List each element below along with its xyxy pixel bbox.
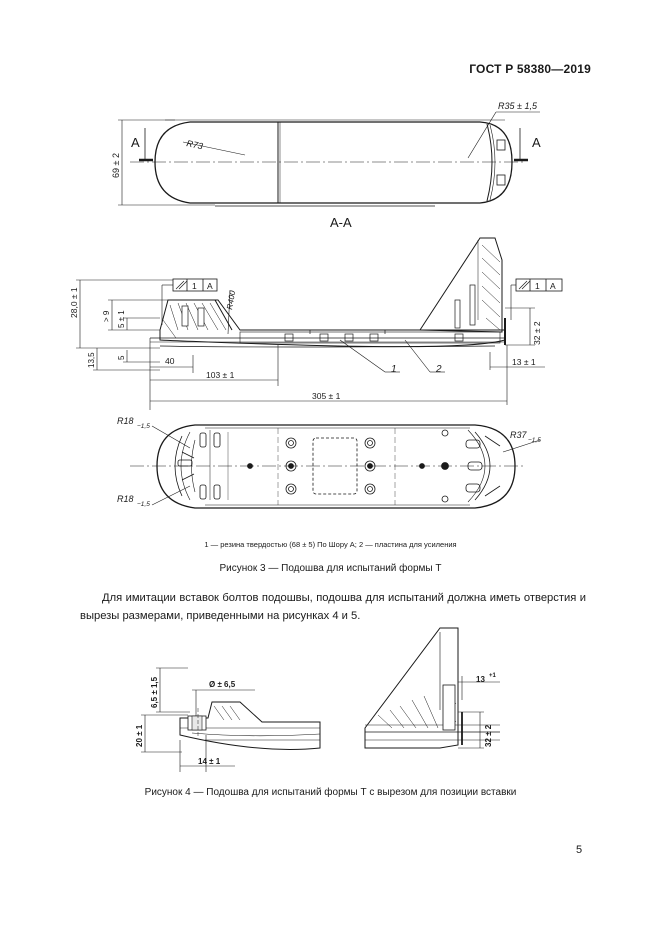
body-paragraph: Для имитации вставок болтов подошвы, подошва для испытаний должна иметь отверстия и вырезы размерами, приведенными на рисунках 4 и 5. bbox=[80, 592, 586, 622]
standard-header: ГОСТ Р 58380—2019 bbox=[469, 62, 591, 76]
figure3-caption: Рисунок 3 — Подошва для испытаний формы Т bbox=[219, 563, 442, 574]
label-r37: R37 bbox=[510, 430, 527, 440]
section-mark-right: A bbox=[532, 135, 541, 150]
label-r18-top-tol: −1,5 bbox=[137, 423, 150, 430]
label-r18-top: R18 bbox=[117, 416, 134, 426]
label-width-69: 69 ± 2 bbox=[111, 153, 121, 178]
fig4-dim-6-5: 6,5 ± 1,5 bbox=[150, 676, 159, 708]
section-mark-left: A bbox=[131, 135, 140, 150]
label-r18-bottom: R18 bbox=[117, 494, 134, 504]
dim-13-5: 13,5 bbox=[87, 352, 96, 368]
dim-13: 13 ± 1 bbox=[512, 357, 536, 367]
section-title: А-А bbox=[330, 215, 352, 230]
page-number: 5 bbox=[576, 844, 583, 856]
label-r18-bottom-tol: −1,5 bbox=[137, 501, 150, 508]
figure4-caption: Рисунок 4 — Подошва для испытаний формы Т с вырезом для позиции вставки bbox=[144, 787, 517, 798]
figure3-legend: 1 — резина твердостью (68 ± 5) По Шору А; 2 — пластина для усиления bbox=[204, 540, 457, 549]
tol-frame-left-a: A bbox=[207, 281, 213, 291]
fig4-dim-14: 14 ± 1 bbox=[198, 757, 221, 766]
label-r73: R73 bbox=[185, 138, 204, 152]
dim-305: 305 ± 1 bbox=[312, 391, 341, 401]
dim-103: 103 ± 1 bbox=[206, 370, 235, 380]
sole-section-view bbox=[76, 238, 562, 410]
fig4-dim-13-tol: +1 bbox=[489, 673, 496, 679]
tol-frame-right-a: A bbox=[550, 281, 556, 291]
sole-top-view bbox=[118, 112, 540, 206]
tol-frame-right-1: 1 bbox=[535, 281, 540, 291]
label-r35: R35 ± 1,5 bbox=[498, 101, 537, 111]
label-r400: R400 bbox=[225, 289, 238, 311]
fig4-dia: Ø ± 6,5 bbox=[209, 680, 236, 689]
dim-5: 5 bbox=[117, 355, 126, 360]
callout-2: 2 bbox=[436, 364, 442, 375]
dim-32: 32 ± 2 bbox=[532, 321, 542, 345]
callout-1: 1 bbox=[391, 364, 397, 375]
figure4-right-detail bbox=[365, 628, 500, 748]
dim-40: 40 bbox=[165, 356, 175, 366]
fig4-dim-20: 20 ± 1 bbox=[135, 724, 144, 747]
label-r37-tol: −1,5 bbox=[528, 437, 541, 444]
fig4-dim-13: 13 bbox=[476, 675, 485, 684]
sole-bottom-view bbox=[130, 425, 540, 508]
dim-28: 28,0 ± 1 bbox=[69, 287, 79, 318]
tol-frame-left-1: 1 bbox=[192, 281, 197, 291]
dim-5-1: 5 ± 1 bbox=[117, 310, 126, 328]
dim-9: > 9 bbox=[102, 310, 111, 322]
fig4-dim-32: 32 ± 2 bbox=[484, 724, 493, 747]
